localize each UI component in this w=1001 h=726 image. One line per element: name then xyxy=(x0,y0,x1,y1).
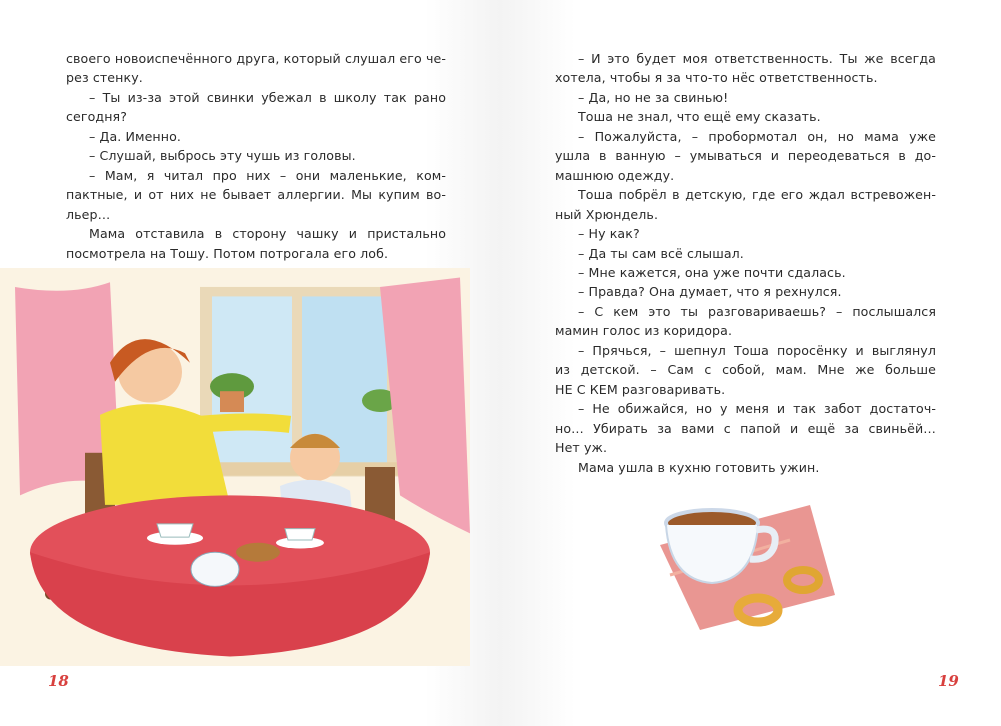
text-line: – Не обижайся, но у меня и так забот достаточ- xyxy=(578,401,936,417)
text-line: – Правда? Она думает, что я рехнулся. xyxy=(578,284,842,300)
left-page xyxy=(0,0,500,726)
text-line: своего новоиспечённого друга, который слушал его че- xyxy=(66,51,446,66)
right-page-text xyxy=(555,49,936,477)
text-line: хотела, чтобы я за что-то нёс ответственность. xyxy=(555,70,878,86)
text-line: – Ты из-за этой свинки убежал в школу так рано xyxy=(89,89,446,105)
page-number-left: 18 xyxy=(48,672,69,690)
text-line: – Да ты сам всё слышал. xyxy=(578,245,744,261)
left-page-text xyxy=(66,49,446,263)
text-line: Тоша побрёл в детскую, где его ждал встревожен- xyxy=(578,187,936,203)
text-line: – Прячься, – шепнул Тоша поросёнку и выглянул xyxy=(578,342,936,358)
right-page xyxy=(500,0,1001,726)
text-line: Мама отставила в сторону чашку и пристально xyxy=(89,226,446,242)
text-line: мамин голос из коридора. xyxy=(555,323,733,339)
text-line: ушла в ванную – умываться и переодеваться в до- xyxy=(555,148,936,164)
text-line: рез стенку. xyxy=(66,70,143,86)
text-line: НЕ С КЕМ разговаривать. xyxy=(555,381,726,397)
text-line: – Мне кажется, она уже почти сдалась. xyxy=(578,264,846,280)
text-line: Мама ушла в кухню готовить ужин. xyxy=(578,459,820,475)
text-line: Тоша не знал, что ещё ему сказать. xyxy=(578,109,821,125)
teacup-illustration xyxy=(640,485,840,635)
text-line: – Да. Именно. xyxy=(89,128,182,144)
page-number-right: 19 xyxy=(938,672,959,690)
text-line: Нет уж. xyxy=(555,440,608,456)
text-line: – Ну как? xyxy=(578,226,640,242)
text-line: машнюю одежду. xyxy=(555,167,675,183)
text-line: пактные, и от них не бывает аллергии. Мы купим во- xyxy=(66,187,446,203)
kitchen-illustration xyxy=(0,268,470,666)
text-line: но… Убирать за вами с папой и ещё за свиньёй… xyxy=(555,420,936,436)
text-line: сегодня? xyxy=(66,109,127,125)
text-line: льер… xyxy=(66,206,111,222)
text-line: – С кем это ты разговариваешь? – послышался xyxy=(578,303,936,319)
text-line: из детской. – Сам с собой, мам. Мне же больше xyxy=(555,362,936,378)
text-line: ный Хрюндель. xyxy=(555,206,659,222)
text-line: – Мам, я читал про них – они маленькие, ком- xyxy=(89,167,446,183)
text-line: – Слушай, выбрось эту чушь из головы. xyxy=(89,148,356,164)
text-line: посмотрела на Тошу. Потом потрогала его лоб. xyxy=(66,245,389,261)
text-line: – И это будет моя ответственность. Ты же всегда xyxy=(578,51,936,66)
text-line: – Да, но не за свинью! xyxy=(578,89,729,105)
text-line: – Пожалуйста, – пробормотал он, но мама уже xyxy=(578,128,936,144)
